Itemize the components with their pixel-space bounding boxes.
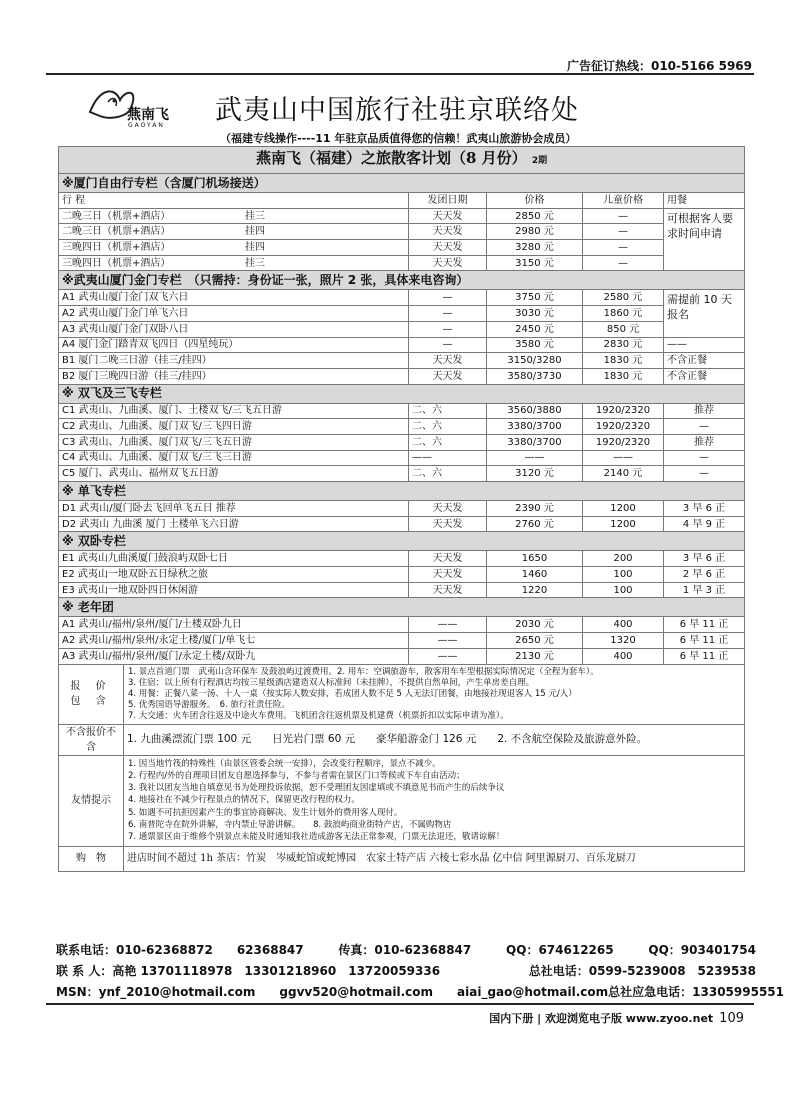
contact-hq-phone: 总社电话：0599-5239008 5239538 [528,964,756,978]
table-row: A2 武夷山厦门金门单飞六日 — 3030 元 1860 元 [59,306,745,322]
bottom-rule [46,1003,754,1005]
contact-row-1 [56,940,756,961]
col-itinerary: 行 程 [59,193,409,209]
page-title: 武夷山中国旅行社驻京联络处 [215,95,579,126]
shopping-text: 进店时间不超过 1h 茶店：竹炭 岑威蛇馆或蛇博园 农家土特产店 六棱七彩水晶 亿中信 阿里源厨刀、百乐龙厨刀 [124,846,745,871]
table-row: B1 厦门二晚三日游（挂三/挂四） 天天发 3150/3280 1830 元 不含正餐 [59,353,745,369]
contact-row-3 [56,982,785,1003]
tour-price-table [58,146,745,872]
contact-qq-2: QQ：903401754 [648,943,756,957]
contact-msn: MSN：ynf_2010@hotmail.com ggvv520@hotmail.com aiai_gao@hotmail.com [56,985,609,999]
table-row: 二晚三日（机票+酒店） 挂三 天天发 2850 元 — 可根据客人要求时间申请 [59,208,745,224]
contact-emergency: 总社应急电话：13305995551 [608,985,785,999]
table-row: A1 武夷山/福州/泉州/厦门/土楼双卧九日 —— 2030 元 400 6 早 11 正 [59,617,745,633]
footer-text: 国内下册 | 欢迎浏览电子版 www.zyoo.net [489,1012,714,1025]
col-child: 儿童价格 [583,193,664,209]
section-header: ※ 老年团 [59,598,745,617]
contact-row-2 [56,961,756,982]
col-meal: 用餐 [664,193,745,209]
tips-list: 1. 因当地竹筏的特殊性（由景区管委会统一安排），会改变行程顺序，景点不减少。 2. 行程内/外的自理项目团友自愿选择参与，不参与者需在景区门口等候或下车自由活动； 3. 我社以团友当地自填意见书为处理投诉依据，恕不受理团友因虚填或不填意见书而产生的后续争议 4. 地接社在不减少行程景点的情况下，保留更改行程的权力。 5. 如遇不可抗拒因素产生的事宜协商解决、发生计划外的费用客人现付。 6. 南普陀寺在院外讲解，寺内禁止导游讲解。 8. 鼓浪屿商业街特产店，不属购物店 7. 通票景区由于维修个别景点未能及时通知我社造成游客无法正常参观，门票无法退还，敬请谅解！ [124,755,745,846]
table-row: A2 武夷山/福州/泉州/永定土楼/厦门/单飞七 —— 2650 元 1320 6 早 11 正 [59,633,745,649]
column-header-row [59,193,745,209]
page-number: 109 [719,1011,744,1026]
table-row: C1 武夷山、九曲溪、厦门、土楼双飞/三飞五日游 二、六 3560/3880 1920/2320 推荐 [59,403,745,419]
section-note: 可根据客人要求时间申请 [664,208,745,271]
logo-brand-name: 燕南飞 [127,107,169,123]
contact-qq-1: QQ：674612265 [506,943,614,957]
ad-hotline: 广告征订热线：010-5166 5969 [566,59,752,73]
page-subtitle: （福建专线操作----11 年驻京品质值得您的信赖！武夷山旅游协会成员） [220,132,577,145]
table-row: D1 武夷山/厦门卧去飞回单飞五日 推荐 天天发 2390 元 1200 3 早 6 正 [59,501,745,517]
contact-person: 联 系 人：高艳 13701118978 13301218960 13720059336 [56,964,441,978]
section-note: 需提前 10 天报名 [664,290,745,337]
table-row: A4 厦门金门踏青双飞四日（四星纯玩） — 3580 元 2830 元 —— [59,337,745,353]
plan-title-row [59,147,745,174]
top-rule [46,73,754,75]
table-row: 二晚三日（机票+酒店） 挂四 天天发 2980 元 — [59,224,745,240]
page-footer [489,1010,744,1026]
excludes-text: 1. 九曲溪漂流门票 100 元 日光岩门票 60 元 豪华船游金门 126 元 2. 不含航空保险及旅游意外险。 [124,724,745,755]
contact-phone: 联系电话：010-62368872 62368847 [56,943,304,957]
includes-list: 1. 景点首道门票 武夷山含环保车 及鼓浪屿过渡费用。2. 用车：空调旅游车，散客用车车型根据实际情况定（全程为套车）。 3. 住宿：以上所有行程酒店均按三星级酒店建造双人标准间（未挂牌），不提供自然单间，产生单房差自理。 4. 用餐：正餐八菜一汤、十人一桌（按实际人数安排，若成团人数不足 5 人无法订团餐，由地接社现退客人 15 元/人） 5. 优秀国语导游服务。 6. 旅行社责任险。 7. 大交通：火车团含往返及中途火车费用。飞机团含往返机票及机建费（机票折扣以实际申请为准）。 [124,664,745,724]
excludes-row [59,724,745,755]
section-header: ※ 双飞及三飞专栏 [59,384,745,403]
table-row: A3 武夷山/福州/泉州/厦门/永定土楼/双卧九 —— 2130 元 400 6 早 11 正 [59,648,745,664]
table-row: E3 武夷山一地双卧四日休闲游 天天发 1220 100 1 早 3 正 [59,582,745,598]
table-row: C4 武夷山、九曲溪、厦门双飞/三飞三日游 —— —— —— — [59,450,745,466]
shopping-label: 购 物 [59,846,124,871]
includes-label: 报 价 包 含 [59,664,124,724]
logo-brand-sub: GAOYAN [128,122,165,129]
shopping-row [59,846,745,871]
includes-row [59,664,745,724]
excludes-label: 不含报价不含 [59,724,124,755]
col-price: 价格 [487,193,583,209]
section-header: ※ 单飞专栏 [59,482,745,501]
plan-title: 燕南飞（福建）之旅散客计划（8 月份） [255,149,527,167]
table-row: 三晚四日（机票+酒店） 挂三 天天发 3150 元 — [59,255,745,271]
contact-block [56,940,785,1003]
table-row: C5 厦门、武夷山、福州双飞五日游 二、六 3120 元 2140 元 — [59,466,745,482]
col-date: 发团日期 [409,193,487,209]
table-row: A3 武夷山厦门金门双卧八日 — 2450 元 850 元 [59,321,745,337]
table-row: B2 厦门三晚四日游（挂三/挂四） 天天发 3580/3730 1830 元 不含正餐 [59,368,745,384]
table-row: E1 武夷山九曲溪厦门鼓浪屿双卧七日 天天发 1650 200 3 早 6 正 [59,551,745,567]
section-header: ※厦门自由行专栏（含厦门机场接送） [59,174,745,193]
table-row: D2 武夷山 九曲溪 厦门 土楼单飞六日游 天天发 2760 元 1200 4 早 9 正 [59,516,745,532]
tips-label: 友情提示 [59,755,124,846]
plan-issue: 2期 [531,156,548,166]
table-row: C3 武夷山、九曲溪、厦门双飞/三飞五日游 二、六 3380/3700 1920/2320 推荐 [59,434,745,450]
contact-fax: 传真：010-62368847 [338,943,472,957]
tips-row [59,755,745,846]
table-row: C2 武夷山、九曲溪、厦门双飞/三飞四日游 二、六 3380/3700 1920/2320 — [59,419,745,435]
table-row: 三晚四日（机票+酒店） 挂四 天天发 3280 元 — [59,240,745,256]
table-row: E2 武夷山一地双卧五日绿秋之旅 天天发 1460 100 2 早 6 正 [59,567,745,583]
section-header: ※ 双卧专栏 [59,532,745,551]
section-header: ※武夷山厦门金门专栏 （只需持：身份证一张，照片 2 张，具体来电咨询） [59,271,745,290]
table-row: A1 武夷山厦门金门双飞六日 — 3750 元 2580 元 需提前 10 天报名 [59,290,745,306]
